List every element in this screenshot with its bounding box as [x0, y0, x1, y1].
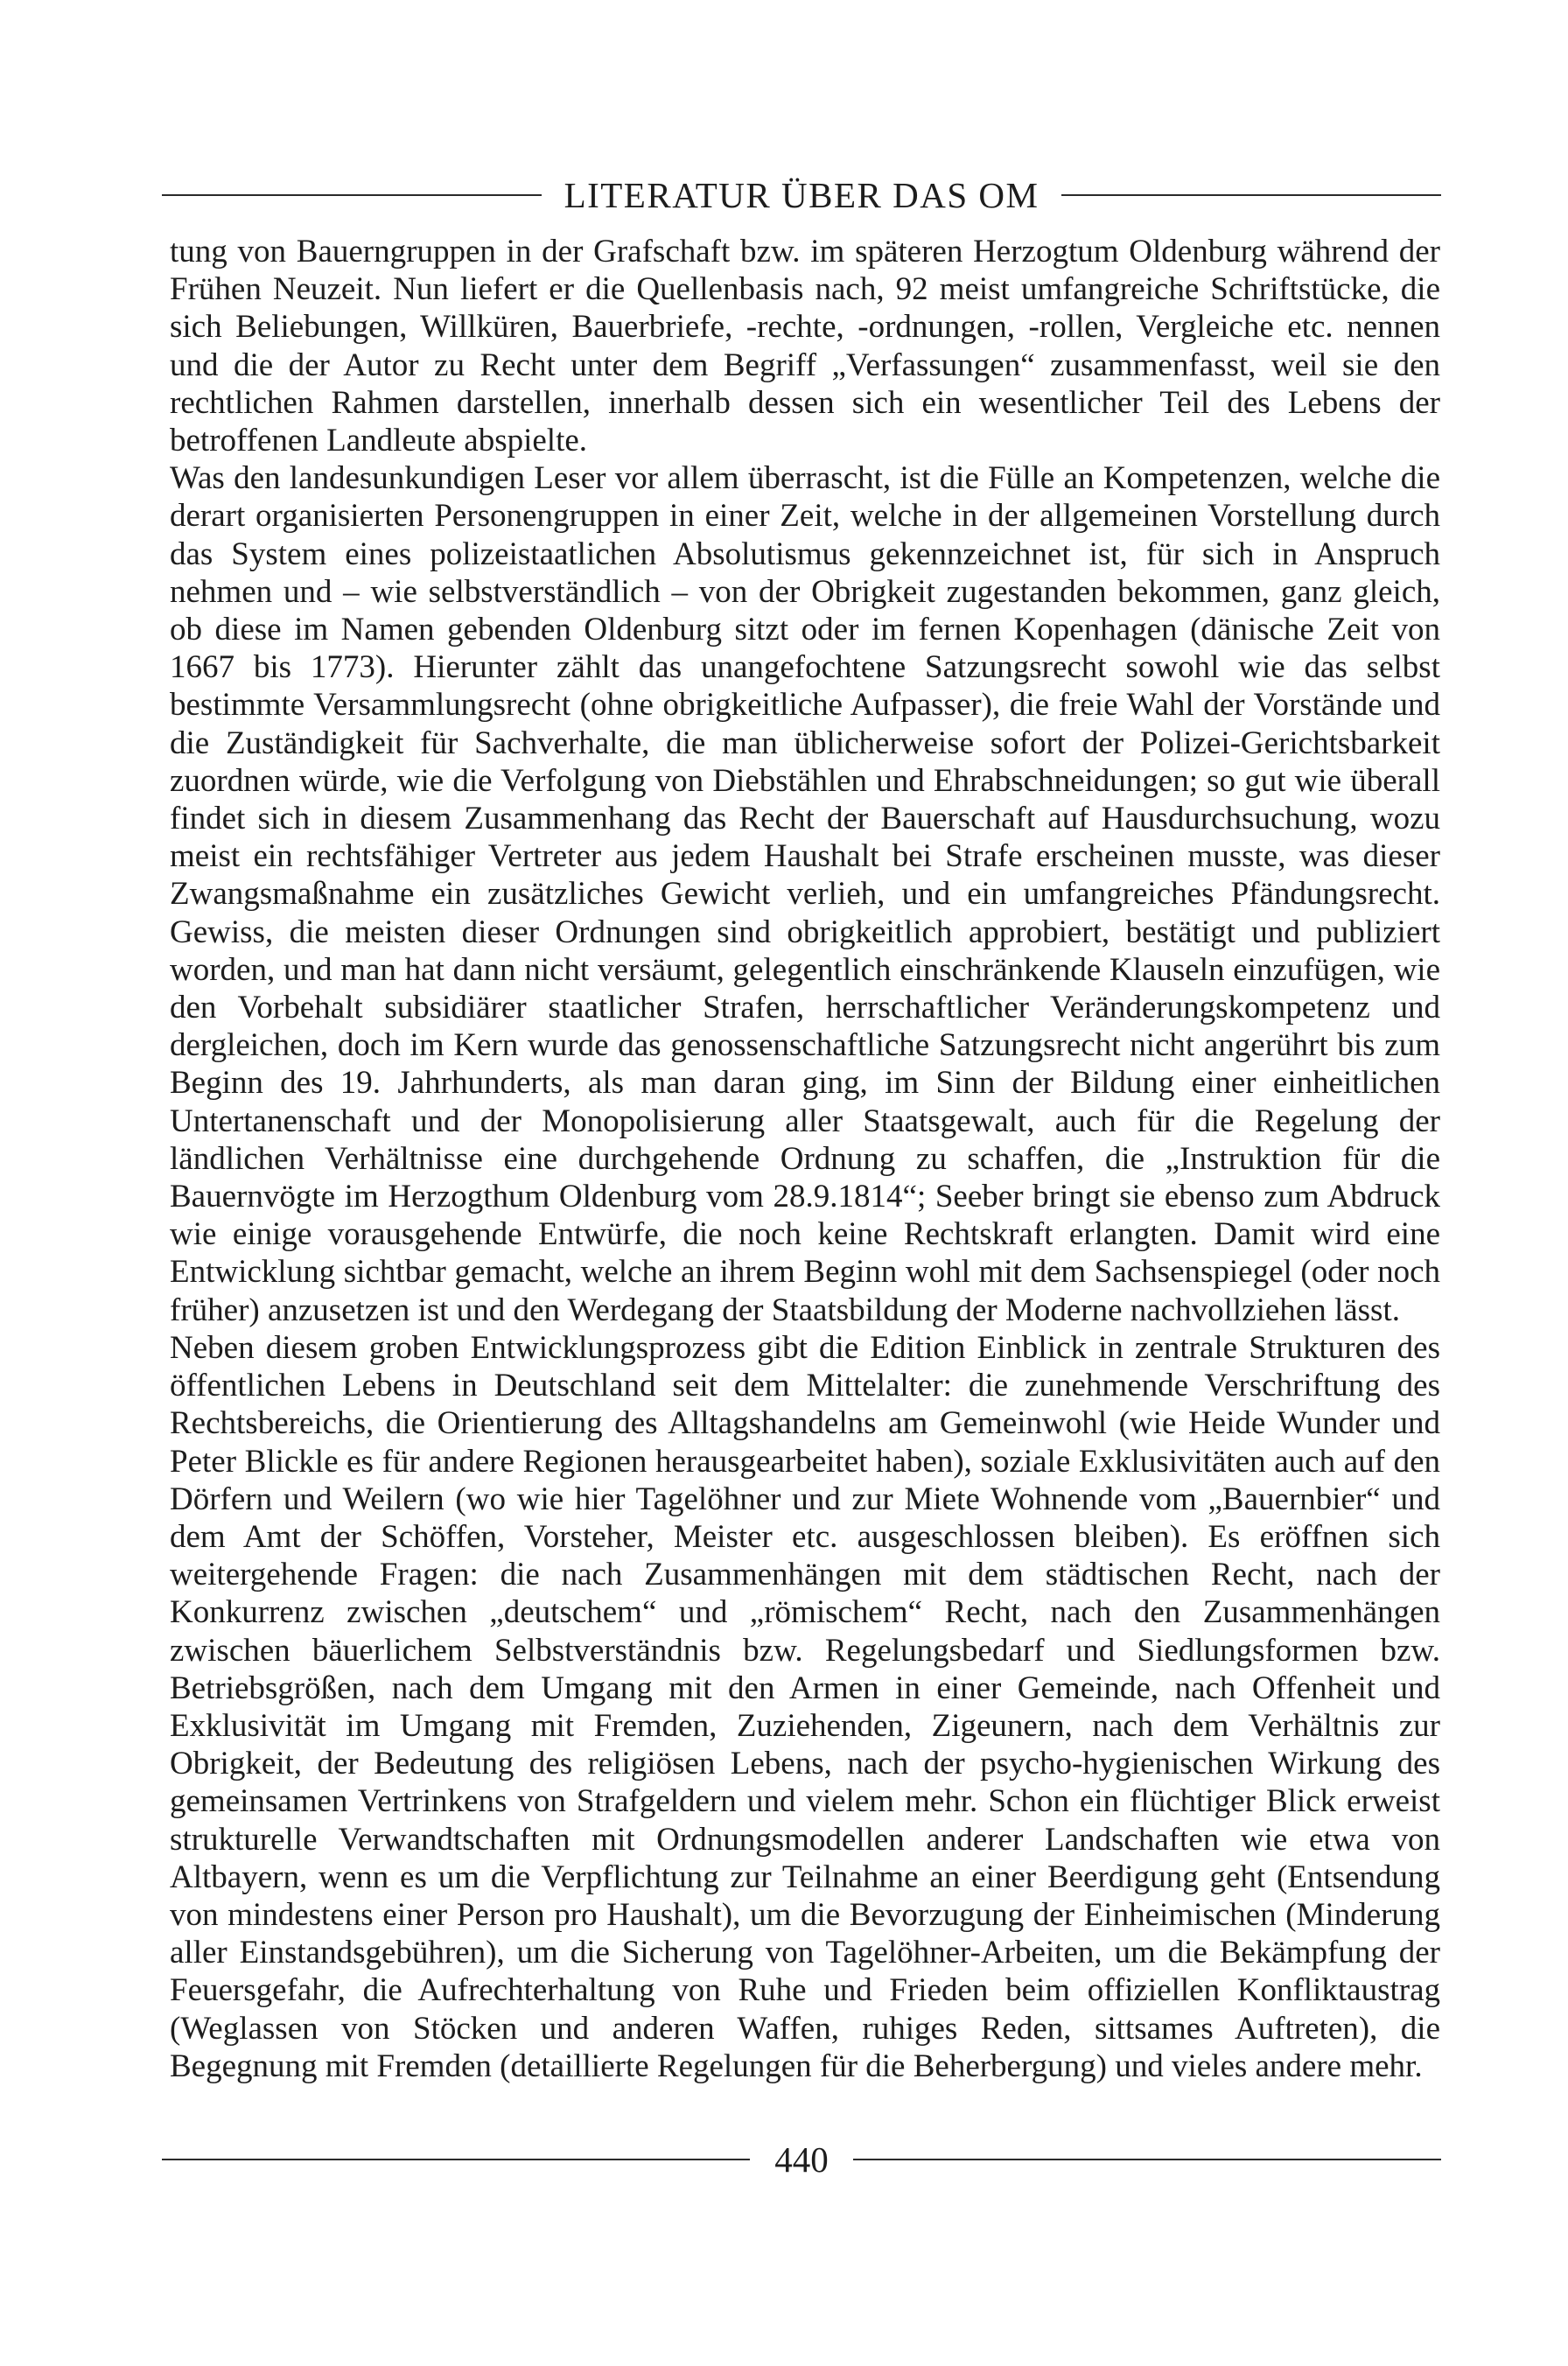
header-rule-right — [1061, 194, 1441, 196]
paragraph-structures: Neben diesem groben Entwicklungsprozess gibt die Edition Einblick in zentrale Strukturen des öffentlichen Lebens in Deutschland seit dem Mittelalter: die zunehmende Verschriftung des Rechtsbereichs, die Orientierung des Alltagshandelns am Gemeinwohl (wie Heide Wunder und Peter Blickle es für andere Regionen herausgearbeitet haben), soziale Exklusivitäten auch auf den Dörfern und Weilern (wo wie hier Tagelöhner und zur Miete Wohnende vom „Bauernbier“ und dem Amt der Schöffen, Vorsteher, Meister etc. ausgeschlossen bleiben). Es eröffnen sich weitergehende Fragen: die nach Zusammenhängen mit dem städtischen Recht, nach der Konkurrenz zwischen „deutschem“ und „römischem“ Recht, nach den Zusammenhängen zwischen bäuerlichem Selbstverständnis bzw. Regelungsbedarf und Siedlungsformen bzw. Betriebsgrößen, nach dem Umgang mit den Armen in einer Gemeinde, nach Offenheit und Exklusivität im Umgang mit Fremden, Zuziehenden, Zigeunern, nach dem Verhältnis zur Obrigkeit, der Bedeutung des religiösen Lebens, nach der psycho-hygienischen Wirkung des gemeinsamen Vertrinkens von Strafgeldern und vielem mehr. Schon ein flüchtiger Blick erweist strukturelle Verwandtschaften mit Ordnungsmodellen anderer Landschaften wie etwa von Altbayern, wenn es um die Verpflichtung zur Teilnahme an einer Beerdigung geht (Entsendung von mindestens einer Person pro Haushalt), um die Bevorzugung der Einheimischen (Minderung aller Einstandsgebühren), um die Sicherung von Tagelöhner-Arbeiten, um die Bekämpfung der Feuersgefahr, die Aufrechterhaltung von Ruhe und Frieden beim offiziellen Konfliktaustrag (Weglassen von Stöcken und anderen Waffen, ruhiges Reden, sittsames Auftreten), die Begegnung mit Fremden (detaillierte Regelungen für die Beherbergung) und vieles andere mehr. — [170, 1329, 1440, 2084]
running-title: LITERATUR ÜBER DAS OM — [564, 174, 1040, 215]
paragraph-continuation: tung von Bauerngruppen in der Grafschaft bzw. im späteren Herzogtum Oldenburg während der Frühen Neuzeit. Nun liefert er die Quellenbasis nach, 92 meist umfangreiche Schriftstücke, die sich Beliebungen, Willküren, Bauerbriefe, -rechte, -ordnungen, -rollen, Vergleiche etc. nennen und die der Autor zu Recht unter dem Begriff „Verfassungen“ zusammenfasst, weil sie den rechtlichen Rahmen darstellen, innerhalb dessen sich ein wesentlicher Teil des Lebens der betroffenen Landleute abspielte. — [170, 234, 1440, 459]
running-head — [162, 164, 1441, 226]
footer-rule-right — [853, 2159, 1441, 2160]
header-rule-left — [162, 194, 542, 196]
footer-rule-left — [162, 2159, 750, 2160]
page-number: 440 — [774, 2138, 829, 2180]
paragraph-competences: Was den landesunkundigen Leser vor allem überrascht, ist die Fülle an Kompetenzen, welche die derart organisierten Personengruppen in einer Zeit, welche in der allgemeinen Vorstellung durch das System eines polizeistaatlichen Absolutismus gekennzeichnet ist, für sich in Anspruch nehmen und – wie selbstverständlich – von der Obrigkeit zugestanden bekommen, ganz gleich, ob diese im Namen gebenden Oldenburg sitzt oder im fernen Kopenhagen (dänische Zeit von 1667 bis 1773). Hierunter zählt das unangefochtene Satzungsrecht sowohl wie das selbst bestimmte Versammlungsrecht (ohne obrigkeitliche Aufpasser), die freie Wahl der Vorstände und die Zuständigkeit für Sachverhalte, die man üblicherweise sofort der Polizei-Gerichtsbarkeit zuordnen würde, wie die Verfolgung von Diebstählen und Ehrabschneidungen; so gut wie überall findet sich in diesem Zusammenhang das Recht der Bauerschaft auf Hausdurchsuchung, wozu meist ein rechtsfähiger Vertreter aus jedem Haushalt bei Strafe erscheinen musste, was dieser Zwangsmaßnahme ein zusätzliches Gewicht verlieh, und ein umfangreiches Pfändungsrecht. Gewiss, die meisten dieser Ordnungen sind obrigkeitlich approbiert, bestätigt und publiziert worden, und man hat dann nicht versäumt, gelegentlich einschränkende Klauseln einzufügen, wie den Vorbehalt subsidiärer staatlicher Strafen, herrschaftlicher Veränderungskompetenz und dergleichen, doch im Kern wurde das genossenschaftliche Satzungsrecht nicht angerührt bis zum Beginn des 19. Jahrhunderts, als man daran ging, im Sinn der Bildung einer einheitlichen Untertanenschaft und der Monopolisierung aller Staatsgewalt, auch für die Regelung der ländlichen Verhältnisse eine durchgehende Ordnung zu schaffen, die „Instruktion für die Bauernvögte im Herzogthum Oldenburg vom 28.9.1814“; Seeber bringt sie ebenso zum Abdruck wie einige vorausgehende Entwürfe, die noch keine Rechtskraft erlangten. Damit wird eine Entwicklung sichtbar gemacht, welche an ihrem Beginn wohl mit dem Sachsenspiegel (oder noch früher) anzusetzen ist und den Werdegang der Staatsbildung der Moderne nachvollziehen lässt. — [170, 460, 1440, 1328]
body-text — [170, 233, 1440, 2085]
page-footer — [162, 2132, 1441, 2188]
